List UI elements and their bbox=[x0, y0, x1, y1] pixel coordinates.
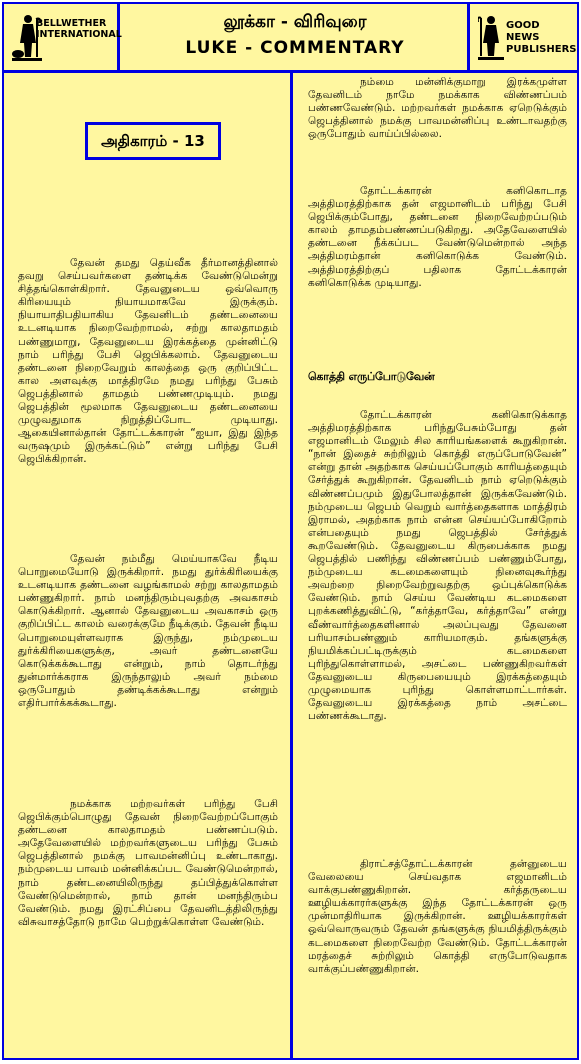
bellwether-logo-text bbox=[36, 18, 122, 40]
bellwether-logo bbox=[4, 4, 120, 70]
title-english: LUKE - COMMENTARY bbox=[185, 38, 405, 58]
left-paragraph-1: தேவன் தமது தெய்வீக தீர்மானத்தினால் தவறு செய்பவர்களை தண்டிக்க வேண்டுமென்று சித்தங்கொள்கிறார். தேவனுடைய ஒவ்வொரு கிரியையும் நியாயமாகவே இருக்கும். நியாயாதிபதியாகிய தேவனிடம் தண்டனையை உடனடியாக நிறைவேற்றாமல், சற்று காலதாமதம் பண்ணுமாறு, தேவனுடைய இரக்கத்தை முன்னிட்டு நாம் பரிந்து பேசி ஜெபிக்கலாம். தேவனுடைய தண்டனை நிறைவேறும் காலத்தை ஒரு குறிப்பிட்ட கால அளவுக்கு மாத்திரமே நமது பரிந்து பேசும் ஜெபத்தினால் தாமதம் பண்ணமுடியும். நமது ஜெபத்தின் மூலமாக தேவனுடைய தண்டனையை முழுவதுமாக நிறுத்திப்போட முடியாது. ஆகையினால்தான் தோட்டக்காரன் “ஐயா, இது இந்த வருஷமும் இருக்கட்டும்” என்று பரிந்து பேசி ஜெபிக்கிறான். bbox=[18, 257, 278, 466]
shepherd-with-staff-icon bbox=[478, 14, 504, 60]
right-paragraph-4: திராட்சத்தோட்டக்காரன் தன்னுடைய வேலையை செய்வதாக எஜமானிடம் வாக்குபண்ணுகிறான். கர்த்தருடைய ஊழியக்காரர்களுக்கு இந்த தோட்டக்காரன் ஒரு முன்மாதிரியாக இருக்கிறான். ஊழியக்காரர்கள் ஒவ்வொருவரும் தேவன் தங்களுக்கு நியமித்திருக்கும் கடமைகளை நிறைவேற்ற வேண்டும். தோட்டக்காரன் மரத்தைச் சுற்றிலும் கொத்தி எருபோடுவதாக வாக்குப்பண்ணுகிறான். bbox=[308, 858, 567, 975]
left-paragraph-3: நமக்காக மற்றவர்கள் பரிந்து பேசி ஜெபிக்கும்பொழுது தேவன் நிறைவேற்றப்போகும் தண்டனை காலதாமதம் பண்ணப்படும். அதேவேளையில் மற்றவர்களுடைய பரிந்து பேசும் ஜெபத்தினால் நமக்கு பாவமன்னிப்பு உண்டாகாது. நம்முடைய பாவம் மன்னிக்கப்பட வேண்டுமென்றால், நாம் தண்டனையிலிருந்து தப்பித்துக்கொள்ள வேண்டுமென்றால், நாம் தான் மனந்திரும்ப வேண்டும். நமது இரட்சிப்பை தேவனிடத்திலிருந்து விசுவாசத்தோடு நாமே பெற்றுக்கொள்ள வேண்டும். bbox=[18, 798, 278, 928]
left-paragraph-2: தேவன் நம்மீது மெய்யாகவே நீடிய பொறுமையோடு இருக்கிறார். நமது துர்க்கிரியைக்கு உடனடியாக தண்டனை வழங்காமல் சற்று காலதாமதம் பண்ணுகிறார். நாம் மனந்திரும்புவதற்கு அவகாசம் கொடுக்கிறார். ஆனால் தேவனுடைய அவகாசம் ஒரு குறிப்பிட்ட காலம் வரைக்குமே நீடிக்கும். தேவன் நீடிய பொறுமையுள்ளவராக இருந்து, நம்முடைய துர்க்கிரியைகளுக்கு, அவர் தண்டனையே கொடுக்கக்கூடாது என்றும், நாம் தொடர்ந்து துன்மார்க்கராக இருந்தாலும் அவர் நம்மை ஒருபோதும் தண்டிக்கக்கூடாது என்றும் எதிர்பார்க்கக்கூடாது. bbox=[18, 553, 278, 710]
good-news-logo bbox=[467, 4, 577, 70]
bellwether-logo-label: BELLWETHER INTERNATIONAL bbox=[36, 18, 122, 40]
right-paragraph-2: தோட்டக்காரன் கனிகொடாத அத்திமரத்திற்காக தன் எஜமானிடம் பரிந்து பேசி ஜெபிக்கும்போது, தண்டனை நிறைவேற்றப்படும் காலம் தாமதம்பண்ணப்படுகிறது. அதேவேளையில் தண்டனை நீக்கப்பட வேண்டுமென்றால் அந்த அத்திமரம்தான் கனிகொடுக்க வேண்டும். அத்திமரத்திற்குப் பதிலாக தோட்டக்காரன் கனிகொடுக்க முடியாது. bbox=[308, 185, 567, 289]
good-news-logo-label: GOOD NEWS PUBLISHERS bbox=[506, 20, 577, 55]
right-column bbox=[296, 73, 577, 1058]
left-column bbox=[4, 73, 293, 1058]
good-news-logo-text bbox=[506, 20, 576, 56]
title-tamil: லூக்கா - விரிவுரை bbox=[223, 12, 367, 32]
header-title bbox=[123, 4, 467, 70]
right-paragraph-1: நம்மை மன்னிக்குமாறு இரக்கமுள்ள தேவனிடம் நாமே நமக்காக விண்ணப்பம் பண்ணவேண்டும். மற்றவர்கள் நமக்காக ஏறெடுக்கும் ஜெபத்தினால் நமக்கு பாவமன்னிப்பு உண்டாவதற்கு ஒருபோதும் வாய்ப்பில்லை. bbox=[308, 76, 567, 141]
chapter-heading: அதிகாரம் - 13 bbox=[85, 122, 221, 160]
right-paragraph-3: தோட்டக்காரன் கனிகொடுக்காத அத்திமரத்திற்காக பரிந்துபேசும்போது தன் எஜமானிடம் மேலும் சில காரியங்களைக் கூறுகிறான். “நான் இதைச் சுற்றிலும் கொத்தி எருப்போடுவேன்” என்று தான் அதற்காக செய்யப்போகும் காரியத்தையும் சேர்த்துக் கூறுகிறான். தேவனிடம் நாம் ஏறெடுக்கும் விண்ணப்பமும் இதுபோலத்தான் இருக்கவேண்டும். நம்முடைய ஜெபம் வெறும் வார்த்தைகளாக மாத்திரம் இராமல், அதற்காக நாம் என்ன செய்யப்போகிறோம் என்பதையும் நமது ஜெபத்தில் சேர்த்துக் கூறவேண்டும். தேவனுடைய கிருபைக்காக நமது ஜெபத்தில் பணிந்து விண்ணப்பம் பண்ணும்போது, நம்முடைய கடமைகளையும் நினைவுகூர்ந்து அவற்றை நிறைவேற்றுவதற்கு ஒப்புக்கொடுக்க வேண்டும். நாம் செய்ய வேண்டிய கடமைகளை புறக்கணித்துவிட்டு, “கர்த்தாவே, கர்த்தாவே” என்று வீண்வார்த்தைகளினால் அலப்புவது தேவனை பரியாசம்பண்ணும் காரியமாகும். தங்களுக்கு நியமிக்கப்பட்டிருக்கும் கடமைகளை புரிந்துகொள்ளாமல், அசட்டை பண்ணுகிறவர்கள் தேவனுடைய கிருபையையும் இரக்கத்தையும் முழுமையாக புரிந்து கொள்ளமாட்டார்கள். தேவனுடைய இரக்கத்தை நாம் அசட்டை பண்ணக்கூடாது. bbox=[308, 409, 567, 723]
page bbox=[2, 2, 579, 1060]
section-subheading: கொத்தி எருப்போடுவேன் bbox=[308, 370, 435, 383]
header bbox=[4, 4, 577, 73]
